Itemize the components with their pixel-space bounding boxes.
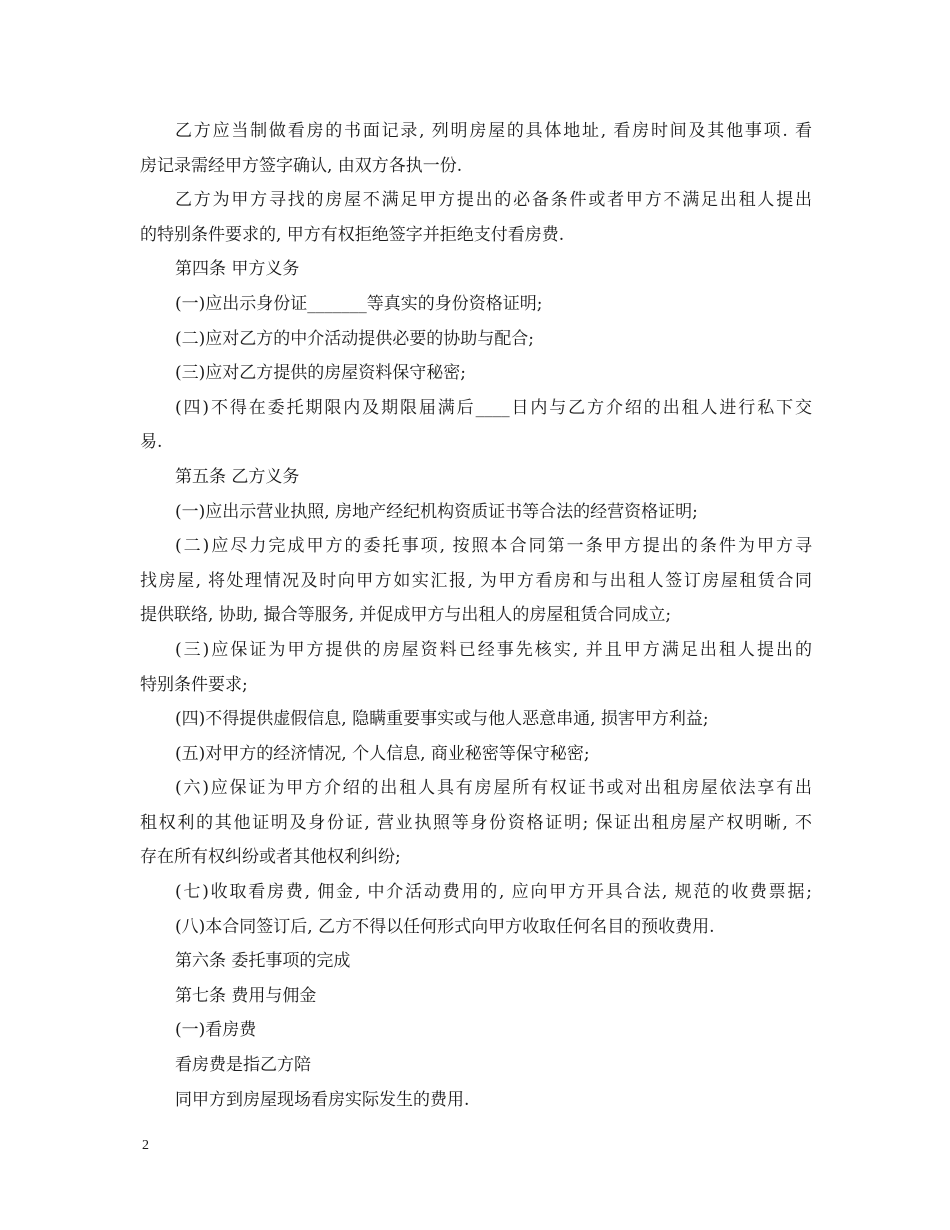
text-line: (七)收取看房费, 佣金, 中介活动费用的, 应向甲方开具合法, 规范的收费票据; — [175, 882, 812, 903]
text-line: 第四条 甲方义务 — [175, 259, 300, 280]
text-line: (一)应出示营业执照, 房地产经纪机构资质证书等合法的经营资格证明; — [175, 501, 698, 522]
text-line: (四)不得提供虚假信息, 隐瞒重要事实或与他人恶意串通, 损害甲方利益; — [175, 709, 709, 730]
text-line: 第七条 费用与佣金 — [175, 985, 317, 1006]
text-line: 房记录需经甲方签字确认, 由双方各执一份. — [140, 155, 463, 176]
text-line: (八)本合同签订后, 乙方不得以任何形式向甲方收取任何名目的预收费用. — [175, 916, 715, 937]
text-line: 第五条 乙方义务 — [175, 466, 300, 487]
text-line: (三)应对乙方提供的房屋资料保守秘密; — [175, 363, 466, 384]
text-line: 同甲方到房屋现场看房实际发生的费用. — [175, 1089, 470, 1110]
text-line: 的特别条件要求的, 甲方有权拒绝签字并拒绝支付看房费. — [140, 224, 565, 245]
text-line: 易. — [140, 432, 163, 453]
text-line: 找房屋, 将处理情况及时向甲方如实汇报, 为甲方看房和与出租人签订房屋租赁合同 — [140, 570, 812, 591]
text-line: (二)应对乙方的中介活动提供必要的协助与配合; — [175, 328, 534, 349]
document-body — [140, 114, 812, 1117]
text-line: 乙方为甲方寻找的房屋不满足甲方提出的必备条件或者甲方不满足出租人提出 — [175, 190, 812, 211]
page-number: 2 — [142, 1138, 149, 1153]
text-line: (三)应保证为甲方提供的房屋资料已经事先核实, 并且甲方满足出租人提出的 — [175, 639, 812, 660]
text-line: (一)看房费 — [175, 1020, 257, 1041]
text-line: (六)应保证为甲方介绍的出租人具有房屋所有权证书或对出租房屋依法享有出 — [175, 778, 812, 799]
text-line: (五)对甲方的经济情况, 个人信息, 商业秘密等保守秘密; — [175, 743, 590, 764]
text-line: (四)不得在委托期限内及期限届满后____日内与乙方介绍的出租人进行私下交 — [175, 397, 812, 418]
text-line: 提供联络, 协助, 撮合等服务, 并促成甲方与出租人的房屋租赁合同成立; — [140, 605, 672, 626]
text-line: 特别条件要求; — [140, 674, 248, 695]
text-line: 租权利的其他证明及身份证, 营业执照等身份资格证明; 保证出租房屋产权明晰, 不 — [140, 812, 812, 833]
text-line: 看房费是指乙方陪 — [175, 1055, 311, 1076]
text-line: 存在所有权纠纷或者其他权利纠纷; — [140, 847, 401, 868]
text-line: (二)应尽力完成甲方的委托事项, 按照本合同第一条甲方提出的条件为甲方寻 — [175, 536, 812, 557]
text-line: (一)应出示身份证_______等真实的身份资格证明; — [175, 293, 543, 314]
text-line: 乙方应当制做看房的书面记录, 列明房屋的具体地址, 看房时间及其他事项. 看 — [175, 121, 812, 141]
text-line: 第六条 委托事项的完成 — [175, 951, 351, 972]
